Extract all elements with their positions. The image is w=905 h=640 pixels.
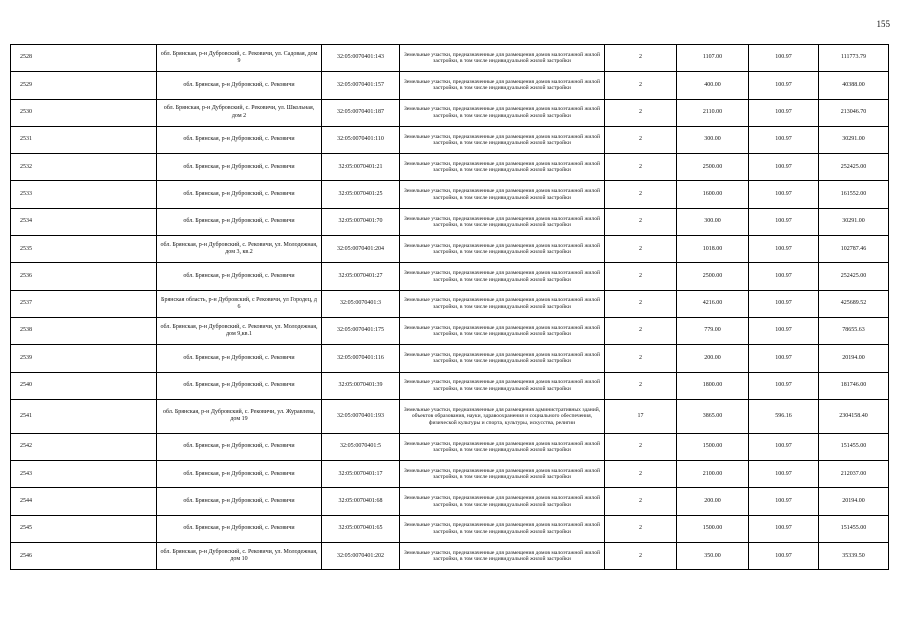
row-number-cell: 2529: [11, 72, 157, 99]
cadastral-number-cell: 32:05:0070401:68: [322, 488, 400, 515]
cadastral-number-cell: 32:05:0070401:187: [322, 99, 400, 126]
table-row: [11, 372, 889, 399]
table-row: [11, 488, 889, 515]
address-cell: обл. Брянская, р-н Дубровский, с. Рековичи, ул. Молодежная, дом 3, кв.2: [157, 236, 322, 263]
row-number-cell: 2545: [11, 515, 157, 542]
specific-value-cell: 100.97: [749, 461, 819, 488]
cadastral-value-cell: 181746.00: [819, 372, 889, 399]
cadastral-number-cell: 32:05:0070401:25: [322, 181, 400, 208]
cadastral-number-cell: 32:05:0070401:65: [322, 515, 400, 542]
specific-value-cell: 100.97: [749, 99, 819, 126]
address-cell: Брянская область, р-н Дубровский, с Рековичи, ул Городец, д 6: [157, 290, 322, 317]
specific-value-cell: 596.16: [749, 399, 819, 433]
row-number-cell: 2539: [11, 345, 157, 372]
cadastral-value-cell: 20194.00: [819, 345, 889, 372]
area-cell: 200.00: [677, 488, 749, 515]
cadastral-value-cell: 252425.00: [819, 263, 889, 290]
use-group-cell: 2: [605, 515, 677, 542]
table-row: [11, 236, 889, 263]
use-group-cell: 2: [605, 433, 677, 460]
table-row: [11, 290, 889, 317]
cadastral-value-cell: 161552.00: [819, 181, 889, 208]
cadastral-value-table: [10, 44, 889, 570]
cadastral-number-cell: 32:05:0070401:204: [322, 236, 400, 263]
row-number-cell: 2540: [11, 372, 157, 399]
table-row: [11, 461, 889, 488]
use-group-cell: 2: [605, 543, 677, 570]
table-row: [11, 72, 889, 99]
table-row: [11, 263, 889, 290]
specific-value-cell: 100.97: [749, 488, 819, 515]
cadastral-value-cell: 35339.50: [819, 543, 889, 570]
row-number-cell: 2528: [11, 45, 157, 72]
address-cell: обл. Брянская, р-н Дубровский, с. Рековичи: [157, 181, 322, 208]
land-use-cell: Земельные участки, предназначенные для размещения домов малоэтажной жилой застройки, в том числе индивидуальной жилой застройки: [400, 72, 605, 99]
row-number-cell: 2538: [11, 317, 157, 344]
land-use-cell: Земельные участки, предназначенные для размещения домов малоэтажной жилой застройки, в том числе индивидуальной жилой застройки: [400, 263, 605, 290]
specific-value-cell: 100.97: [749, 181, 819, 208]
address-cell: обл. Брянская, р-н Дубровский, с. Рековичи: [157, 515, 322, 542]
cadastral-value-cell: 425689.52: [819, 290, 889, 317]
area-cell: 1800.00: [677, 372, 749, 399]
cadastral-number-cell: 32:05:0070401:143: [322, 45, 400, 72]
table-row: [11, 543, 889, 570]
specific-value-cell: 100.97: [749, 433, 819, 460]
cadastral-value-cell: 78655.63: [819, 317, 889, 344]
land-use-cell: Земельные участки, предназначенные для размещения домов малоэтажной жилой застройки, в том числе индивидуальной жилой застройки: [400, 317, 605, 344]
cadastral-number-cell: 32:05:0070401:21: [322, 154, 400, 181]
specific-value-cell: 100.97: [749, 126, 819, 153]
cadastral-value-cell: 213046.70: [819, 99, 889, 126]
land-use-cell: Земельные участки, предназначенные для размещения домов малоэтажной жилой застройки, в том числе индивидуальной жилой застройки: [400, 345, 605, 372]
address-cell: обл. Брянская, р-н Дубровский, с. Рековичи: [157, 208, 322, 235]
specific-value-cell: 100.97: [749, 317, 819, 344]
table-row: [11, 126, 889, 153]
cadastral-number-cell: 32:05:0070401:39: [322, 372, 400, 399]
row-number-cell: 2541: [11, 399, 157, 433]
area-cell: 350.00: [677, 543, 749, 570]
cadastral-number-cell: 32:05:0070401:175: [322, 317, 400, 344]
cadastral-value-cell: 111773.79: [819, 45, 889, 72]
cadastral-value-cell: 30291.00: [819, 208, 889, 235]
land-use-cell: Земельные участки, предназначенные для размещения домов малоэтажной жилой застройки, в том числе индивидуальной жилой застройки: [400, 488, 605, 515]
land-use-cell: Земельные участки, предназначенные для размещения домов малоэтажной жилой застройки, в том числе индивидуальной жилой застройки: [400, 99, 605, 126]
cadastral-number-cell: 32:05:0070401:202: [322, 543, 400, 570]
table-row: [11, 345, 889, 372]
land-use-cell: Земельные участки, предназначенные для размещения домов малоэтажной жилой застройки, в том числе индивидуальной жилой застройки: [400, 515, 605, 542]
use-group-cell: 2: [605, 372, 677, 399]
specific-value-cell: 100.97: [749, 345, 819, 372]
use-group-cell: 2: [605, 236, 677, 263]
cadastral-number-cell: 32:05:0070401:27: [322, 263, 400, 290]
address-cell: обл. Брянская, р-н Дубровский, с. Рековичи: [157, 488, 322, 515]
cadastral-value-cell: 40388.00: [819, 72, 889, 99]
row-number-cell: 2530: [11, 99, 157, 126]
address-cell: обл. Брянская, р-н Дубровский, с. Рековичи: [157, 372, 322, 399]
cadastral-value-cell: 2304158.40: [819, 399, 889, 433]
cadastral-value-cell: 212037.00: [819, 461, 889, 488]
area-cell: 400.00: [677, 72, 749, 99]
row-number-cell: 2543: [11, 461, 157, 488]
address-cell: обл. Брянская, р-н Дубровский, с. Рековичи: [157, 345, 322, 372]
area-cell: 1600.00: [677, 181, 749, 208]
area-cell: 300.00: [677, 208, 749, 235]
area-cell: 200.00: [677, 345, 749, 372]
cadastral-value-cell: 151455.00: [819, 515, 889, 542]
cadastral-number-cell: 32:05:0070401:70: [322, 208, 400, 235]
specific-value-cell: 100.97: [749, 372, 819, 399]
use-group-cell: 2: [605, 263, 677, 290]
address-cell: обл. Брянская, р-н Дубровский, с. Рековичи, ул. Молодежная, дом 10: [157, 543, 322, 570]
use-group-cell: 2: [605, 488, 677, 515]
area-cell: 2500.00: [677, 263, 749, 290]
address-cell: обл. Брянская, р-н Дубровский, с. Рековичи: [157, 263, 322, 290]
address-cell: обл. Брянская, р-н Дубровский, с. Рековичи: [157, 433, 322, 460]
row-number-cell: 2537: [11, 290, 157, 317]
row-number-cell: 2544: [11, 488, 157, 515]
specific-value-cell: 100.97: [749, 208, 819, 235]
table-row: [11, 208, 889, 235]
cadastral-number-cell: 32:05:0070401:5: [322, 433, 400, 460]
area-cell: 300.00: [677, 126, 749, 153]
address-cell: обл. Брянская, р-н Дубровский, с. Рековичи, ул. Молодежная, дом 9,кв.1: [157, 317, 322, 344]
cadastral-value-cell: 30291.00: [819, 126, 889, 153]
land-use-cell: Земельные участки, предназначенные для размещения административных зданий, объектов образования, науки, здравоохранения и социального обеспечения, физической культуры и спорта, культуры, искусства, религии: [400, 399, 605, 433]
cadastral-number-cell: 32:05:0070401:3: [322, 290, 400, 317]
row-number-cell: 2534: [11, 208, 157, 235]
area-cell: 779.00: [677, 317, 749, 344]
row-number-cell: 2533: [11, 181, 157, 208]
use-group-cell: 2: [605, 45, 677, 72]
table-row: [11, 317, 889, 344]
land-use-cell: Земельные участки, предназначенные для размещения домов малоэтажной жилой застройки, в том числе индивидуальной жилой застройки: [400, 433, 605, 460]
cadastral-number-cell: 32:05:0070401:116: [322, 345, 400, 372]
area-cell: 1500.00: [677, 515, 749, 542]
specific-value-cell: 100.97: [749, 72, 819, 99]
use-group-cell: 2: [605, 345, 677, 372]
row-number-cell: 2542: [11, 433, 157, 460]
specific-value-cell: 100.97: [749, 543, 819, 570]
use-group-cell: 2: [605, 126, 677, 153]
use-group-cell: 2: [605, 181, 677, 208]
address-cell: обл. Брянская, р-н Дубровский, с. Рековичи: [157, 154, 322, 181]
cadastral-number-cell: 32:05:0070401:110: [322, 126, 400, 153]
area-cell: 4216.00: [677, 290, 749, 317]
use-group-cell: 2: [605, 208, 677, 235]
use-group-cell: 17: [605, 399, 677, 433]
table-row: [11, 45, 889, 72]
address-cell: обл. Брянская, р-н Дубровский, с. Рековичи, ул. Журавлева, дом 19: [157, 399, 322, 433]
table-body: [11, 45, 889, 570]
cadastral-number-cell: 32:05:0070401:157: [322, 72, 400, 99]
specific-value-cell: 100.97: [749, 515, 819, 542]
table-row: [11, 181, 889, 208]
row-number-cell: 2536: [11, 263, 157, 290]
land-use-cell: Земельные участки, предназначенные для размещения домов малоэтажной жилой застройки, в том числе индивидуальной жилой застройки: [400, 126, 605, 153]
land-use-cell: Земельные участки, предназначенные для размещения домов малоэтажной жилой застройки, в том числе индивидуальной жилой застройки: [400, 181, 605, 208]
area-cell: 2110.00: [677, 99, 749, 126]
cadastral-number-cell: 32:05:0070401:17: [322, 461, 400, 488]
specific-value-cell: 100.97: [749, 236, 819, 263]
land-use-cell: Земельные участки, предназначенные для размещения домов малоэтажной жилой застройки, в том числе индивидуальной жилой застройки: [400, 290, 605, 317]
use-group-cell: 2: [605, 154, 677, 181]
row-number-cell: 2535: [11, 236, 157, 263]
area-cell: 3865.00: [677, 399, 749, 433]
row-number-cell: 2546: [11, 543, 157, 570]
specific-value-cell: 100.97: [749, 154, 819, 181]
row-number-cell: 2531: [11, 126, 157, 153]
land-use-cell: Земельные участки, предназначенные для размещения домов малоэтажной жилой застройки, в том числе индивидуальной жилой застройки: [400, 236, 605, 263]
area-cell: 2100.00: [677, 461, 749, 488]
specific-value-cell: 100.97: [749, 290, 819, 317]
use-group-cell: 2: [605, 99, 677, 126]
table-row: [11, 99, 889, 126]
cadastral-value-cell: 20194.00: [819, 488, 889, 515]
specific-value-cell: 100.97: [749, 45, 819, 72]
land-use-cell: Земельные участки, предназначенные для размещения домов малоэтажной жилой застройки, в том числе индивидуальной жилой застройки: [400, 45, 605, 72]
cadastral-value-cell: 102787.46: [819, 236, 889, 263]
area-cell: 1107.00: [677, 45, 749, 72]
address-cell: обл. Брянская, р-н Дубровский, с. Рековичи, ул. Садовая, дом 9: [157, 45, 322, 72]
specific-value-cell: 100.97: [749, 263, 819, 290]
land-use-cell: Земельные участки, предназначенные для размещения домов малоэтажной жилой застройки, в том числе индивидуальной жилой застройки: [400, 208, 605, 235]
cadastral-number-cell: 32:05:0070401:193: [322, 399, 400, 433]
cadastral-value-cell: 151455.00: [819, 433, 889, 460]
land-use-cell: Земельные участки, предназначенные для размещения домов малоэтажной жилой застройки, в том числе индивидуальной жилой застройки: [400, 372, 605, 399]
address-cell: обл. Брянская, р-н Дубровский, с. Рековичи: [157, 72, 322, 99]
table-row: [11, 154, 889, 181]
address-cell: обл. Брянская, р-н Дубровский, с. Рековичи, ул. Школьная, дом 2: [157, 99, 322, 126]
area-cell: 1018.00: [677, 236, 749, 263]
table-row: [11, 433, 889, 460]
land-use-cell: Земельные участки, предназначенные для размещения домов малоэтажной жилой застройки, в том числе индивидуальной жилой застройки: [400, 543, 605, 570]
use-group-cell: 2: [605, 290, 677, 317]
use-group-cell: 2: [605, 461, 677, 488]
land-use-cell: Земельные участки, предназначенные для размещения домов малоэтажной жилой застройки, в том числе индивидуальной жилой застройки: [400, 461, 605, 488]
address-cell: обл. Брянская, р-н Дубровский, с. Рековичи: [157, 461, 322, 488]
cadastral-value-cell: 252425.00: [819, 154, 889, 181]
table-row: [11, 515, 889, 542]
table-row: [11, 399, 889, 433]
page-number: 155: [876, 19, 890, 29]
row-number-cell: 2532: [11, 154, 157, 181]
land-use-cell: Земельные участки, предназначенные для размещения домов малоэтажной жилой застройки, в том числе индивидуальной жилой застройки: [400, 154, 605, 181]
area-cell: 2500.00: [677, 154, 749, 181]
area-cell: 1500.00: [677, 433, 749, 460]
use-group-cell: 2: [605, 317, 677, 344]
use-group-cell: 2: [605, 72, 677, 99]
address-cell: обл. Брянская, р-н Дубровский, с. Рековичи: [157, 126, 322, 153]
